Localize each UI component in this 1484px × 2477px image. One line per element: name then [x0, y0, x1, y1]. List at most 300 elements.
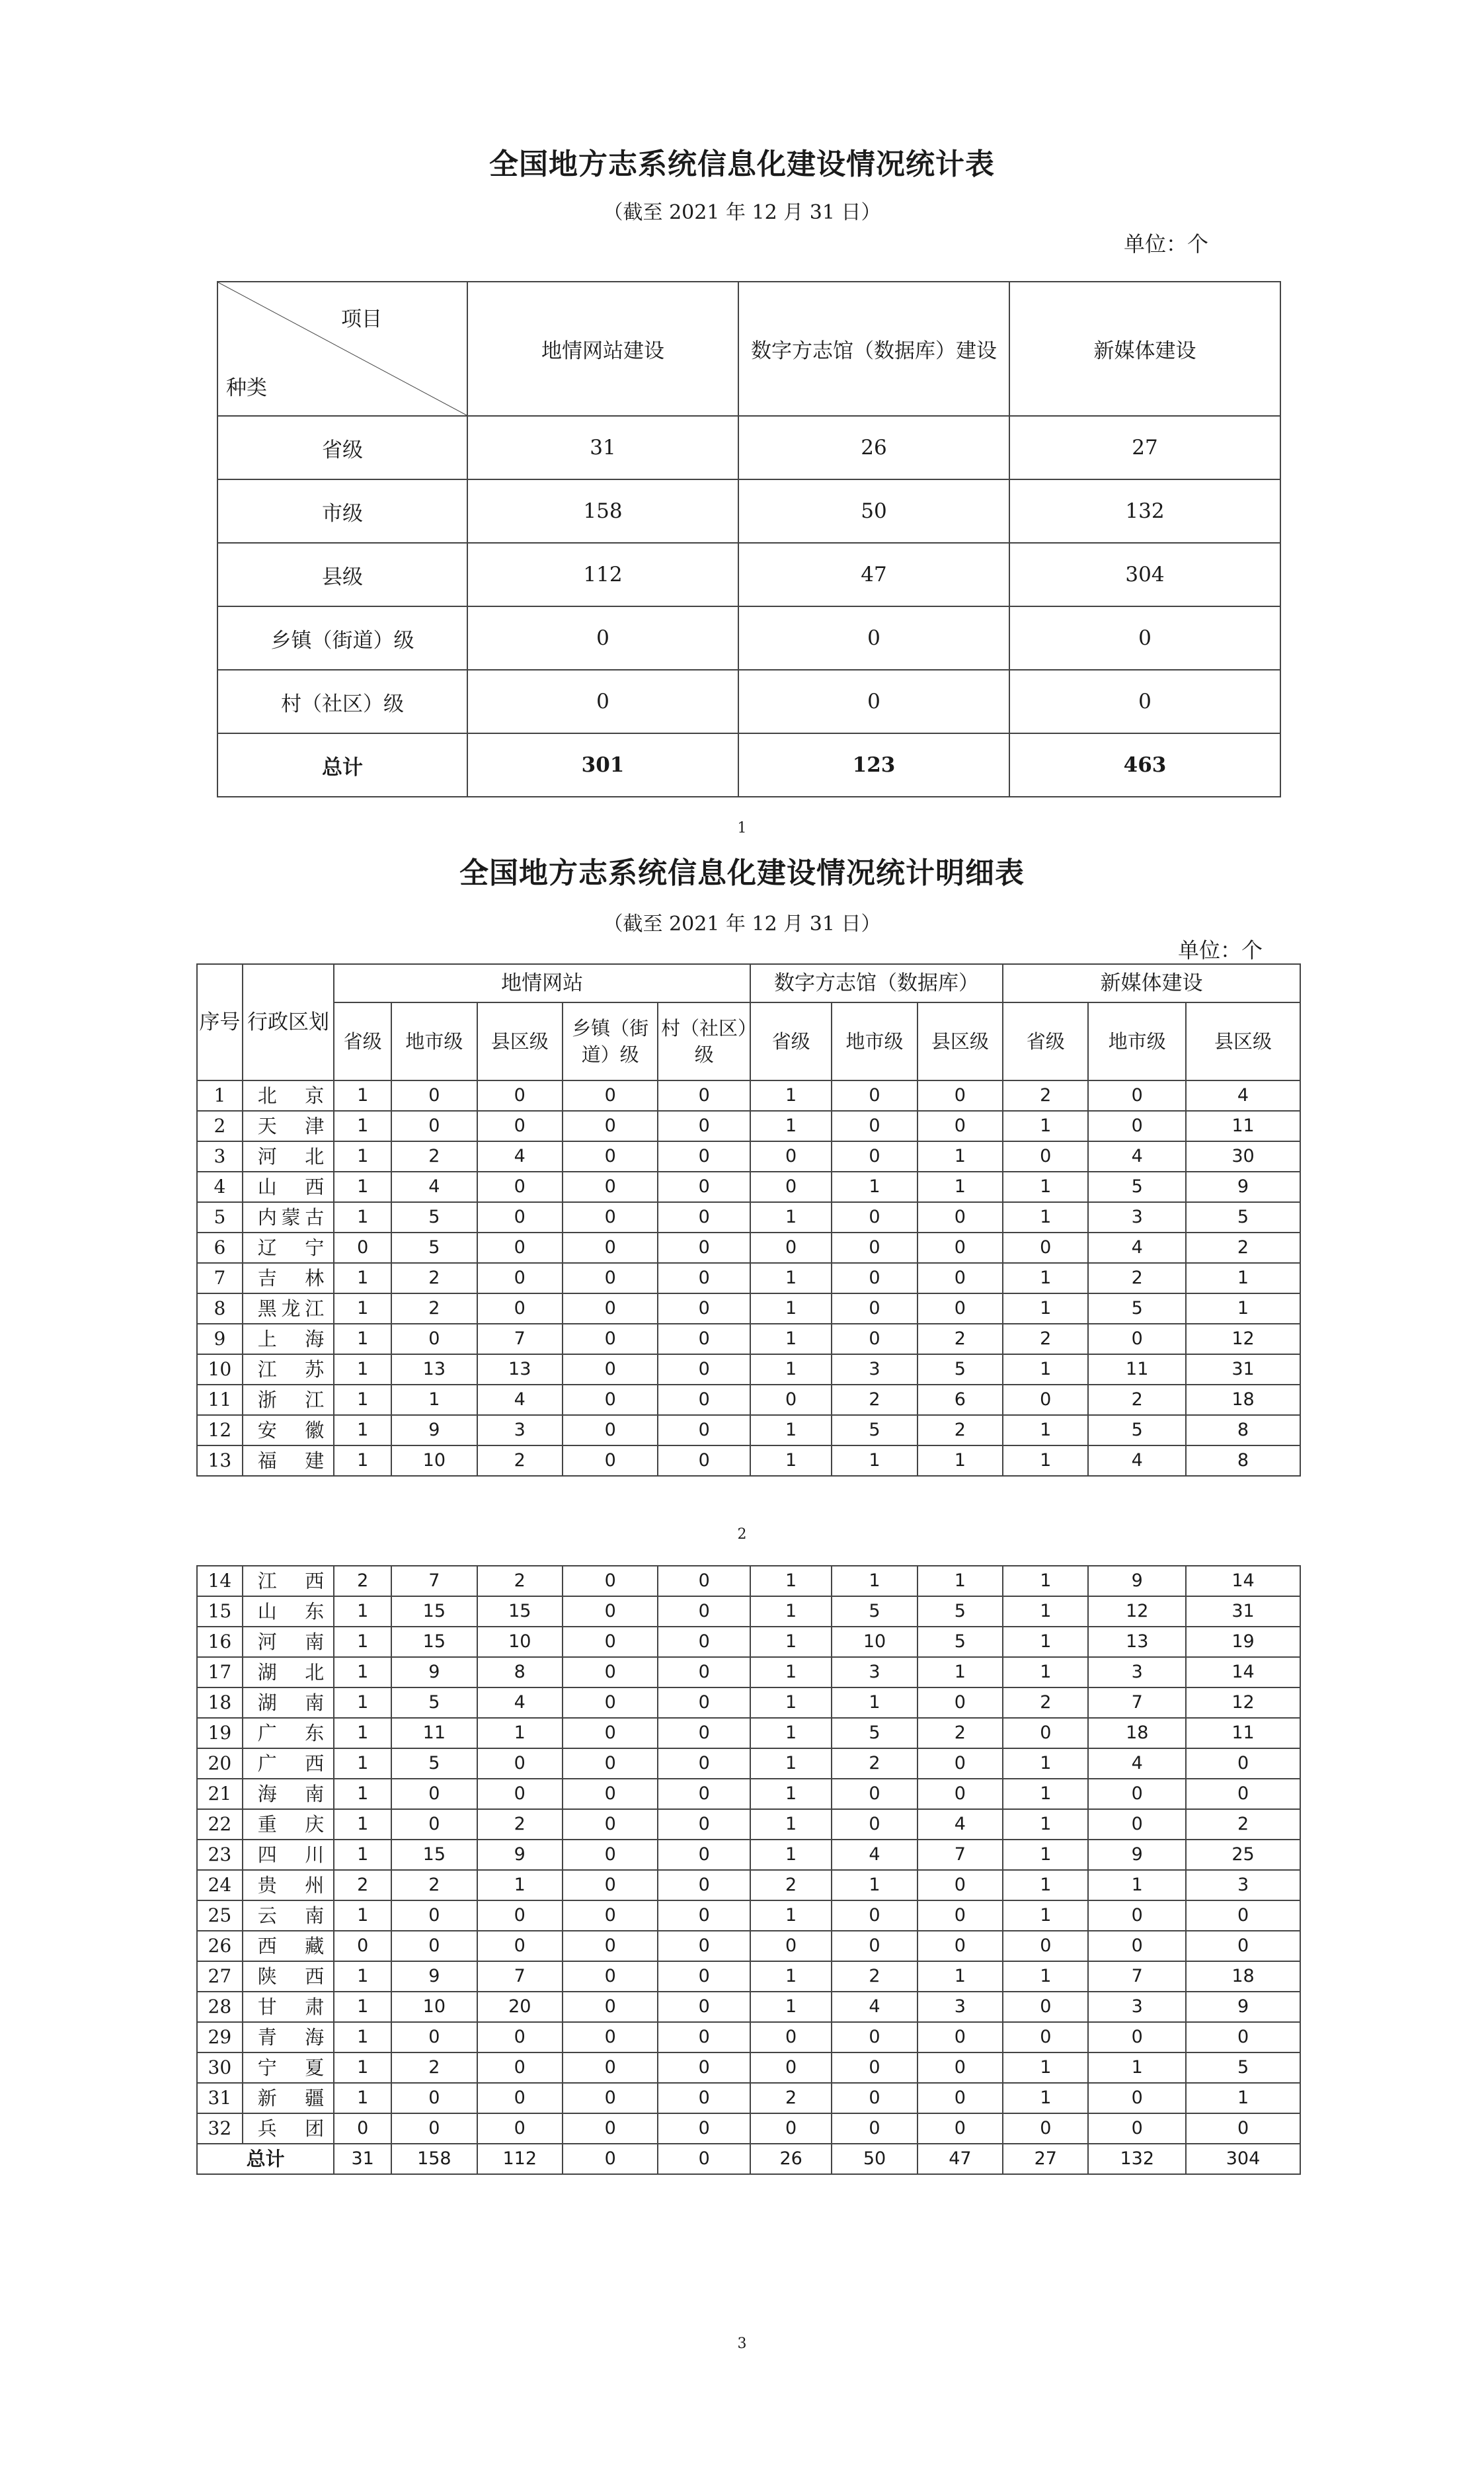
row-value: 47: [738, 543, 1009, 606]
row-seq: 5: [197, 1202, 243, 1233]
row-value: 1: [1003, 1748, 1088, 1779]
row-value: 7: [391, 1566, 477, 1596]
table-row: [197, 1687, 1300, 1718]
row-value: 1: [334, 1293, 391, 1324]
row-value: 0: [832, 1111, 917, 1141]
region-name: 上海: [243, 1324, 334, 1354]
row-value: 0: [832, 1202, 917, 1233]
row-value: 0: [1186, 1931, 1300, 1961]
row-value: 1: [1186, 1293, 1300, 1324]
row-value: 4: [1088, 1445, 1186, 1476]
row-value: 3: [477, 1415, 563, 1445]
row-value: 3: [1088, 1657, 1186, 1687]
table-row: [197, 1992, 1300, 2022]
row-value: 9: [391, 1961, 477, 1992]
row-value: 0: [658, 2022, 750, 2052]
table-row: [197, 2052, 1300, 2083]
row-value: 31: [1186, 1354, 1300, 1385]
header-sub: 省级: [334, 1002, 391, 1080]
row-value: 0: [658, 1111, 750, 1141]
row-value: 1: [750, 1840, 832, 1870]
total-value: 0: [563, 2144, 658, 2174]
region-name: 广东: [243, 1718, 334, 1748]
row-value: 0: [477, 1172, 563, 1202]
row-value: 9: [1088, 1840, 1186, 1870]
row-value: 31: [467, 416, 738, 479]
row-value: 0: [918, 2083, 1003, 2113]
row-value: 20: [477, 1992, 563, 2022]
row-value: 10: [391, 1992, 477, 2022]
region-name: 甘肃: [243, 1992, 334, 2022]
row-value: 1: [750, 1900, 832, 1931]
row-value: 1: [334, 1627, 391, 1657]
row-value: 1: [750, 1961, 832, 1992]
header-group-new-media: 新媒体建设: [1003, 964, 1300, 1002]
row-value: 3: [1088, 1202, 1186, 1233]
row-value: 0: [563, 1596, 658, 1627]
summary-total-row: [217, 733, 1280, 797]
region-name: 北京: [243, 1080, 334, 1111]
row-value: 1: [334, 1385, 391, 1415]
row-value: 0: [1003, 1141, 1088, 1172]
row-value: 0: [658, 2113, 750, 2144]
row-value: 1: [477, 1718, 563, 1748]
page-number-1: 1: [737, 820, 747, 836]
summary-unit: 单位：个: [1124, 231, 1209, 257]
row-value: 5: [832, 1415, 917, 1445]
row-value: 0: [563, 1809, 658, 1840]
row-value: 2: [477, 1809, 563, 1840]
row-value: 1: [750, 1293, 832, 1324]
row-value: 0: [563, 1263, 658, 1293]
table-row: [197, 1840, 1300, 1870]
row-value: 0: [832, 2113, 917, 2144]
row-value: 10: [832, 1627, 917, 1657]
row-value: 1: [1003, 1293, 1088, 1324]
row-value: 0: [1088, 2022, 1186, 2052]
row-value: 0: [658, 1141, 750, 1172]
row-value: 0: [563, 2022, 658, 2052]
row-value: 2: [334, 1566, 391, 1596]
row-value: 0: [1088, 2113, 1186, 2144]
region-name: 陕西: [243, 1961, 334, 1992]
total-value: 31: [334, 2144, 391, 2174]
row-value: 1: [477, 1870, 563, 1900]
row-value: 2: [391, 1263, 477, 1293]
row-value: 3: [1088, 1992, 1186, 2022]
row-value: 5: [918, 1354, 1003, 1385]
row-value: 0: [563, 1324, 658, 1354]
table-row: [197, 1233, 1300, 1263]
row-value: 3: [918, 1992, 1003, 2022]
row-value: 3: [832, 1657, 917, 1687]
row-value: 14: [1186, 1566, 1300, 1596]
row-value: 0: [477, 1233, 563, 1263]
row-value: 0: [1088, 2083, 1186, 2113]
row-value: 0: [658, 1596, 750, 1627]
row-value: 0: [391, 1324, 477, 1354]
row-value: 0: [918, 1931, 1003, 1961]
row-value: 4: [1088, 1748, 1186, 1779]
row-seq: 30: [197, 2052, 243, 2083]
row-value: 1: [1003, 1657, 1088, 1687]
row-seq: 31: [197, 2083, 243, 2113]
row-value: 0: [477, 1263, 563, 1293]
row-value: 0: [1003, 1233, 1088, 1263]
detail-total-row: [197, 2144, 1300, 2174]
row-value: 1: [750, 1657, 832, 1687]
row-value: 1: [391, 1385, 477, 1415]
row-value: 5: [832, 1718, 917, 1748]
row-value: 0: [563, 1415, 658, 1445]
row-value: 1: [832, 1445, 917, 1476]
row-value: 1: [1003, 1809, 1088, 1840]
row-value: 1: [750, 1992, 832, 2022]
row-value: 0: [832, 2022, 917, 2052]
row-value: 11: [391, 1718, 477, 1748]
row-value: 4: [918, 1809, 1003, 1840]
row-value: 4: [1088, 1141, 1186, 1172]
region-name: 天津: [243, 1111, 334, 1141]
row-value: 2: [832, 1748, 917, 1779]
row-value: 0: [658, 1202, 750, 1233]
table-row: [197, 1111, 1300, 1141]
row-value: 1: [334, 1172, 391, 1202]
row-value: 1: [334, 1324, 391, 1354]
row-value: 18: [1186, 1961, 1300, 1992]
table-row: [197, 1779, 1300, 1809]
row-value: 0: [1003, 1931, 1088, 1961]
row-value: 0: [563, 1354, 658, 1385]
row-value: 0: [563, 2113, 658, 2144]
row-value: 0: [1003, 1992, 1088, 2022]
table-row: [197, 1445, 1300, 1476]
table-row: [197, 1931, 1300, 1961]
row-value: 1: [334, 1111, 391, 1141]
region-name: 山西: [243, 1172, 334, 1202]
row-value: 1: [334, 1596, 391, 1627]
row-value: 1: [750, 1111, 832, 1141]
row-value: 0: [658, 1354, 750, 1385]
row-value: 0: [750, 1385, 832, 1415]
row-value: 1: [334, 1354, 391, 1385]
row-seq: 2: [197, 1111, 243, 1141]
row-value: 0: [477, 1293, 563, 1324]
row-value: 0: [750, 1233, 832, 1263]
row-value: 0: [477, 1900, 563, 1931]
row-value: 0: [658, 1961, 750, 1992]
row-value: 0: [832, 2052, 917, 2083]
row-value: 1: [750, 1809, 832, 1840]
row-value: 1: [750, 1718, 832, 1748]
row-value: 0: [1186, 1779, 1300, 1809]
table-row: [197, 1141, 1300, 1172]
row-value: 7: [1088, 1961, 1186, 1992]
row-value: 1: [1003, 1445, 1088, 1476]
summary-row: [217, 416, 1280, 479]
row-value: 1: [334, 1961, 391, 1992]
row-seq: 28: [197, 1992, 243, 2022]
row-value: 0: [563, 1748, 658, 1779]
row-value: 12: [1088, 1596, 1186, 1627]
table-row: [197, 1657, 1300, 1687]
row-value: 1: [750, 1354, 832, 1385]
row-value: 4: [832, 1992, 917, 2022]
row-value: 0: [1009, 606, 1280, 670]
row-value: 2: [391, 2052, 477, 2083]
row-value: 0: [658, 1627, 750, 1657]
row-value: 0: [391, 2113, 477, 2144]
row-value: 0: [467, 606, 738, 670]
row-value: 0: [563, 1627, 658, 1657]
table-row: [197, 1080, 1300, 1111]
row-value: 1: [750, 1415, 832, 1445]
row-value: 0: [918, 1233, 1003, 1263]
row-value: 0: [658, 1870, 750, 1900]
row-value: 0: [477, 1111, 563, 1141]
row-value: 0: [391, 1779, 477, 1809]
row-value: 26: [738, 416, 1009, 479]
row-value: 2: [1003, 1080, 1088, 1111]
row-value: 1: [750, 1748, 832, 1779]
row-value: 12: [1186, 1687, 1300, 1718]
row-seq: 3: [197, 1141, 243, 1172]
summary-date: （截至 2021 年 12 月 31 日）: [603, 201, 881, 224]
table-row: [197, 1324, 1300, 1354]
total-value: 26: [750, 2144, 832, 2174]
row-value: 0: [563, 1233, 658, 1263]
table-row: [197, 1870, 1300, 1900]
region-name: 青海: [243, 2022, 334, 2052]
row-value: 0: [918, 1779, 1003, 1809]
table-row: [197, 1748, 1300, 1779]
row-value: 1: [750, 1779, 832, 1809]
header-sub: 地市级: [1088, 1002, 1186, 1080]
row-value: 12: [1186, 1324, 1300, 1354]
row-value: 0: [1088, 1324, 1186, 1354]
row-value: 3: [832, 1354, 917, 1385]
row-value: 1: [750, 1627, 832, 1657]
table-row: [197, 1900, 1300, 1931]
row-seq: 4: [197, 1172, 243, 1202]
region-name: 河北: [243, 1141, 334, 1172]
table-row: [197, 1718, 1300, 1748]
total-value: 132: [1088, 2144, 1186, 2174]
row-value: 1: [334, 2052, 391, 2083]
row-value: 15: [477, 1596, 563, 1627]
row-value: 10: [391, 1445, 477, 1476]
detail-table-part1: [196, 963, 1301, 1477]
region-name: 黑龙江: [243, 1293, 334, 1324]
page-number-2: 2: [737, 1526, 747, 1543]
row-value: 1: [832, 1172, 917, 1202]
region-name: 宁夏: [243, 2052, 334, 2083]
row-value: 1: [750, 1080, 832, 1111]
row-value: 0: [563, 1687, 658, 1718]
row-value: 15: [391, 1627, 477, 1657]
header-sub: 省级: [750, 1002, 832, 1080]
row-value: 8: [1186, 1445, 1300, 1476]
row-value: 1: [1003, 1202, 1088, 1233]
row-value: 0: [1003, 2113, 1088, 2144]
row-value: 2: [918, 1718, 1003, 1748]
row-label: 县级: [217, 543, 467, 606]
row-value: 0: [563, 1718, 658, 1748]
row-value: 1: [918, 1961, 1003, 1992]
row-value: 0: [750, 2113, 832, 2144]
region-name: 西藏: [243, 1931, 334, 1961]
row-value: 4: [1186, 1080, 1300, 1111]
row-value: 1: [334, 1840, 391, 1870]
region-name: 山东: [243, 1596, 334, 1627]
row-seq: 18: [197, 1687, 243, 1718]
header-sub: 乡镇（街道）级: [563, 1002, 658, 1080]
row-value: 0: [477, 2022, 563, 2052]
row-value: 0: [832, 1080, 917, 1111]
row-value: 0: [563, 1900, 658, 1931]
row-value: 9: [1088, 1566, 1186, 1596]
row-value: 19: [1186, 1627, 1300, 1657]
region-name: 云南: [243, 1900, 334, 1931]
row-value: 5: [391, 1202, 477, 1233]
row-value: 27: [1009, 416, 1280, 479]
header-group-digital-museum: 数字方志馆（数据库）: [750, 964, 1003, 1002]
region-name: 江西: [243, 1566, 334, 1596]
row-value: 0: [658, 1172, 750, 1202]
row-value: 4: [391, 1172, 477, 1202]
row-value: 1: [334, 1992, 391, 2022]
region-name: 安徽: [243, 1415, 334, 1445]
row-value: 0: [750, 2022, 832, 2052]
row-value: 1: [750, 1263, 832, 1293]
row-value: 1: [832, 1687, 917, 1718]
row-value: 0: [334, 1931, 391, 1961]
row-value: 4: [477, 1141, 563, 1172]
table-row: [197, 2022, 1300, 2052]
row-value: 0: [477, 2113, 563, 2144]
row-value: 11: [1186, 1718, 1300, 1748]
page-number-3: 3: [737, 2335, 747, 2352]
row-seq: 19: [197, 1718, 243, 1748]
row-value: 2: [1186, 1233, 1300, 1263]
row-value: 5: [1186, 1202, 1300, 1233]
row-value: 0: [477, 1779, 563, 1809]
table-row: [197, 1415, 1300, 1445]
row-value: 18: [1186, 1385, 1300, 1415]
header-sub: 县区级: [918, 1002, 1003, 1080]
row-value: 2: [334, 1870, 391, 1900]
region-name: 广西: [243, 1748, 334, 1779]
summary-row: [217, 670, 1280, 733]
table-row: [197, 1809, 1300, 1840]
row-value: 0: [1003, 1718, 1088, 1748]
row-value: 0: [658, 1840, 750, 1870]
row-value: 0: [467, 670, 738, 733]
header-new-media: 新媒体建设: [1009, 282, 1280, 416]
row-value: 1: [750, 1324, 832, 1354]
row-value: 1: [1003, 1415, 1088, 1445]
region-name: 河南: [243, 1627, 334, 1657]
row-value: 158: [467, 479, 738, 543]
total-value: 47: [918, 2144, 1003, 2174]
row-value: 132: [1009, 479, 1280, 543]
header-sub: 县区级: [477, 1002, 563, 1080]
row-value: 5: [391, 1687, 477, 1718]
row-value: 15: [391, 1840, 477, 1870]
row-value: 0: [1088, 1080, 1186, 1111]
row-value: 1: [1003, 1596, 1088, 1627]
row-value: 0: [563, 1293, 658, 1324]
row-seq: 24: [197, 1870, 243, 1900]
row-value: 9: [391, 1415, 477, 1445]
header-sub: 地市级: [832, 1002, 917, 1080]
row-value: 1: [1003, 1172, 1088, 1202]
row-value: 2: [391, 1293, 477, 1324]
row-value: 0: [563, 1870, 658, 1900]
row-value: 13: [1088, 1627, 1186, 1657]
row-value: 0: [832, 1931, 917, 1961]
row-value: 304: [1009, 543, 1280, 606]
row-value: 0: [391, 1900, 477, 1931]
row-value: 18: [1088, 1718, 1186, 1748]
row-seq: 26: [197, 1931, 243, 1961]
header-item-label: 项目: [341, 307, 382, 331]
row-value: 50: [738, 479, 1009, 543]
row-value: 0: [391, 1809, 477, 1840]
row-value: 30: [1186, 1141, 1300, 1172]
row-value: 0: [658, 2083, 750, 2113]
row-value: 9: [391, 1657, 477, 1687]
row-value: 5: [1088, 1415, 1186, 1445]
row-value: 4: [832, 1840, 917, 1870]
row-label: 市级: [217, 479, 467, 543]
row-value: 0: [658, 1263, 750, 1293]
row-value: 3: [1186, 1870, 1300, 1900]
table-row: [197, 1627, 1300, 1657]
row-value: 0: [738, 606, 1009, 670]
header-sub: 省级: [1003, 1002, 1088, 1080]
row-value: 0: [1088, 1809, 1186, 1840]
row-value: 1: [750, 1687, 832, 1718]
row-value: 0: [918, 2022, 1003, 2052]
row-value: 1: [334, 1687, 391, 1718]
row-value: 1: [1003, 1111, 1088, 1141]
row-value: 1: [1003, 1870, 1088, 1900]
region-name: 湖北: [243, 1657, 334, 1687]
row-value: 4: [1088, 1233, 1186, 1263]
row-value: 10: [477, 1627, 563, 1657]
row-value: 0: [738, 670, 1009, 733]
row-value: 0: [391, 1080, 477, 1111]
row-value: 0: [658, 1657, 750, 1687]
row-value: 1: [1003, 1779, 1088, 1809]
header-kind-label: 种类: [226, 376, 267, 400]
row-value: 0: [658, 1718, 750, 1748]
table-row: [197, 1202, 1300, 1233]
row-value: 6: [918, 1385, 1003, 1415]
row-value: 0: [918, 2052, 1003, 2083]
row-value: 13: [477, 1354, 563, 1385]
row-value: 0: [832, 1324, 917, 1354]
row-value: 7: [477, 1324, 563, 1354]
row-value: 0: [391, 1111, 477, 1141]
row-value: 0: [832, 1233, 917, 1263]
row-value: 0: [918, 1080, 1003, 1111]
row-seq: 29: [197, 2022, 243, 2052]
row-seq: 21: [197, 1779, 243, 1809]
row-value: 1: [1003, 2083, 1088, 2113]
row-value: 5: [918, 1627, 1003, 1657]
